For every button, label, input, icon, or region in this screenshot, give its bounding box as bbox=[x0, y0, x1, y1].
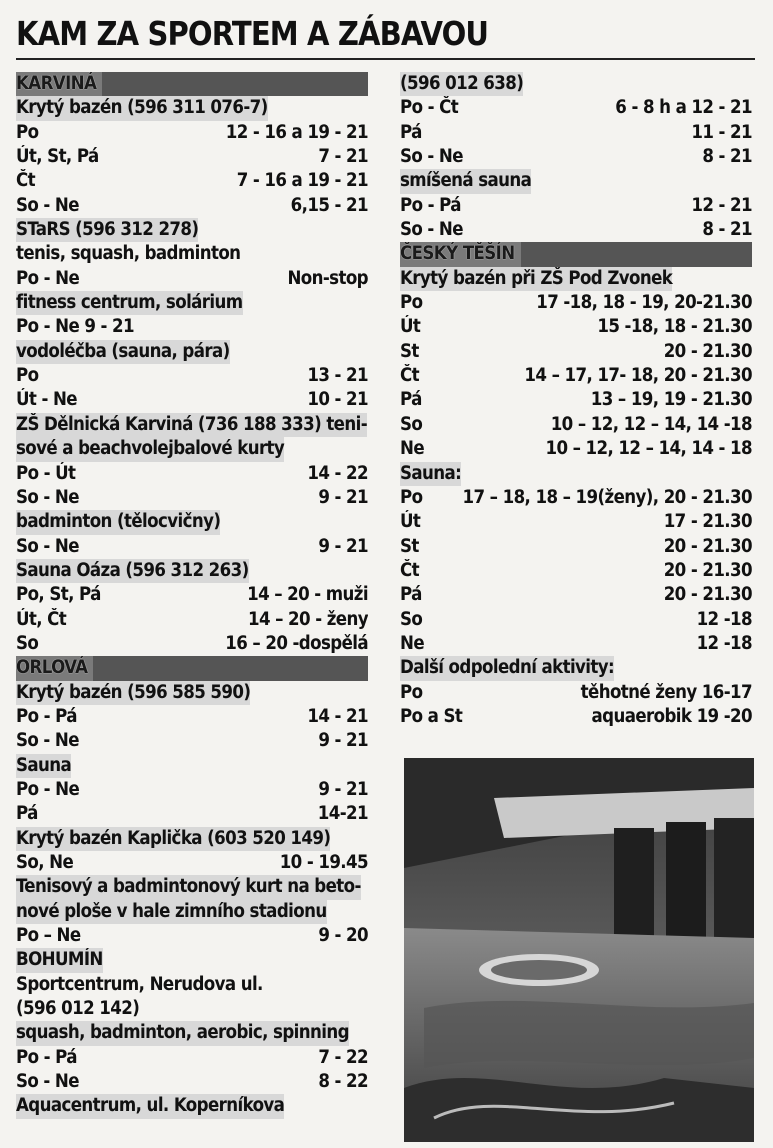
row-value: 9 - 21 bbox=[318, 778, 368, 800]
schedule-row bbox=[16, 681, 368, 705]
row-value: 14-21 bbox=[317, 803, 368, 825]
schedule-row bbox=[16, 754, 368, 778]
schedule-row bbox=[16, 1094, 368, 1118]
schedule-row bbox=[16, 997, 368, 1021]
row-value: 14 - 22 bbox=[307, 462, 368, 484]
schedule-row bbox=[16, 510, 368, 534]
schedule-row bbox=[16, 121, 368, 145]
row-value: 10 - 21 bbox=[307, 389, 368, 411]
schedule-row bbox=[16, 388, 368, 412]
schedule-row bbox=[400, 705, 752, 729]
schedule-row bbox=[16, 145, 368, 169]
schedule-row bbox=[16, 559, 368, 583]
row-value: 9 - 21 bbox=[318, 535, 368, 557]
schedule-row bbox=[16, 778, 368, 802]
schedule-row bbox=[16, 218, 368, 242]
schedule-row bbox=[400, 145, 752, 169]
row-label: Pá bbox=[16, 803, 38, 825]
indoor-pool-photo-icon bbox=[404, 758, 754, 1142]
schedule-row bbox=[400, 291, 752, 315]
pool-photo bbox=[404, 758, 754, 1142]
schedule-row bbox=[16, 486, 368, 510]
row-value: 12 -18 bbox=[696, 632, 752, 654]
row-value: 10 – 12, 12 – 14, 14 - 18 bbox=[545, 438, 752, 460]
row-label: Sauna bbox=[16, 754, 71, 778]
row-value: 12 - 16 a 19 - 21 bbox=[225, 121, 368, 143]
row-label: Sauna: bbox=[400, 462, 461, 486]
row-label: Čt bbox=[16, 170, 35, 192]
schedule-row bbox=[16, 608, 368, 632]
row-label: Krytý bazén Kaplička (603 520 149) bbox=[16, 827, 330, 851]
schedule-row bbox=[400, 194, 752, 218]
row-value: 16 – 20 -dospělá bbox=[225, 632, 368, 654]
schedule-row bbox=[16, 827, 368, 851]
schedule-row bbox=[16, 364, 368, 388]
row-label: Po bbox=[400, 486, 423, 508]
row-value: 12 - 21 bbox=[691, 194, 752, 216]
row-value: 20 - 21.30 bbox=[663, 535, 752, 557]
row-value: 20 - 21.30 bbox=[663, 340, 752, 362]
schedule-row bbox=[400, 510, 752, 534]
schedule-row bbox=[16, 1046, 368, 1070]
row-value: 6 - 8 h a 12 - 21 bbox=[615, 97, 752, 119]
row-label: Tenisový a badmintonový kurt na beto- bbox=[16, 875, 361, 899]
schedule-row bbox=[400, 656, 752, 680]
row-label: Aquacentrum, ul. Koperníkova bbox=[16, 1094, 284, 1118]
schedule-row bbox=[16, 1070, 368, 1094]
schedule-row bbox=[400, 559, 752, 583]
row-value: 20 - 21.30 bbox=[663, 584, 752, 606]
row-label: Po, St, Pá bbox=[16, 584, 101, 606]
row-label: Út, Čt bbox=[16, 608, 67, 630]
row-label: ORLOVÁ bbox=[16, 656, 93, 680]
schedule-row bbox=[16, 267, 368, 291]
row-label: Út - Ne bbox=[16, 389, 77, 411]
section-header bbox=[400, 242, 752, 266]
schedule-row bbox=[400, 535, 752, 559]
row-label: smíšená sauna bbox=[400, 169, 531, 193]
row-label: Po a St bbox=[400, 705, 463, 727]
row-label: So - Ne bbox=[400, 146, 463, 168]
row-label: Další odpolední aktivity: bbox=[400, 656, 614, 680]
row-label: Čt bbox=[400, 559, 419, 581]
row-value: těhotné ženy 16-17 bbox=[580, 681, 752, 703]
row-label: sové a beachvolejbalové kurty bbox=[16, 437, 284, 461]
row-label: Čt bbox=[400, 365, 419, 387]
row-value: 8 - 22 bbox=[318, 1071, 368, 1093]
row-label: Po bbox=[16, 365, 39, 387]
row-label: St bbox=[400, 535, 419, 557]
schedule-row bbox=[16, 169, 368, 193]
row-label: So - Ne bbox=[16, 1071, 79, 1093]
schedule-row bbox=[400, 462, 752, 486]
schedule-row bbox=[16, 462, 368, 486]
row-value: 9 - 21 bbox=[318, 730, 368, 752]
row-label: Sauna Oáza (596 312 263) bbox=[16, 559, 249, 583]
schedule-row bbox=[400, 96, 752, 120]
row-label: Ne bbox=[400, 438, 425, 460]
row-label: So bbox=[400, 608, 423, 630]
row-value: 7 - 16 a 19 - 21 bbox=[236, 170, 368, 192]
row-label: Po - Pá bbox=[400, 194, 461, 216]
row-label: Út, St, Pá bbox=[16, 146, 99, 168]
schedule-row bbox=[16, 802, 368, 826]
row-label: St bbox=[400, 340, 419, 362]
row-label: BOHUMÍN bbox=[16, 948, 103, 972]
row-label: nové ploše v hale zimního stadionu bbox=[16, 900, 327, 924]
schedule-row bbox=[16, 242, 368, 266]
title-rule bbox=[16, 58, 755, 60]
schedule-row bbox=[16, 851, 368, 875]
row-label: Po bbox=[400, 292, 423, 314]
row-value: 14 - 21 bbox=[307, 705, 368, 727]
row-value: 10 – 12, 12 – 14, 14 -18 bbox=[550, 413, 752, 435]
schedule-row bbox=[16, 413, 368, 437]
row-value: 17 – 18, 18 – 19(ženy), 20 - 21.30 bbox=[462, 486, 752, 508]
section-header bbox=[16, 72, 368, 96]
row-label: vodoléčba (sauna, pára) bbox=[16, 340, 230, 364]
row-label: So - Ne bbox=[16, 535, 79, 557]
row-label: Po - Pá bbox=[16, 1046, 77, 1068]
schedule-row bbox=[400, 608, 752, 632]
row-value: 9 - 20 bbox=[318, 925, 368, 947]
schedule-row bbox=[16, 96, 368, 120]
row-value: 14 – 20 - muži bbox=[247, 584, 368, 606]
page-title: KAM ZA SPORTEM A ZÁBAVOU bbox=[16, 14, 489, 53]
schedule-row bbox=[16, 340, 368, 364]
row-label: (596 012 638) bbox=[400, 72, 523, 96]
schedule-row bbox=[16, 729, 368, 753]
schedule-row bbox=[16, 900, 368, 924]
row-value: 13 - 21 bbox=[307, 365, 368, 387]
row-label: squash, badminton, aerobic, spinning bbox=[16, 1021, 349, 1045]
schedule-row bbox=[16, 291, 368, 315]
schedule-row bbox=[16, 1021, 368, 1045]
schedule-row bbox=[16, 948, 368, 972]
row-value: Non-stop bbox=[287, 267, 368, 289]
schedule-row bbox=[400, 121, 752, 145]
row-label: Krytý bazén (596 585 590) bbox=[16, 681, 250, 705]
row-label: Sportcentrum, Nerudova ul. bbox=[16, 973, 263, 995]
row-value: 8 - 21 bbox=[702, 146, 752, 168]
row-label: Ne bbox=[400, 632, 425, 654]
row-label: Út bbox=[400, 316, 421, 338]
row-value: 14 – 17, 17- 18, 20 - 21.30 bbox=[524, 365, 752, 387]
row-label: Po - Út bbox=[16, 462, 76, 484]
row-value: 12 -18 bbox=[696, 608, 752, 630]
schedule-row bbox=[400, 218, 752, 242]
row-label: Po - Ne bbox=[16, 778, 80, 800]
row-value: 6,15 - 21 bbox=[290, 194, 368, 216]
row-label: So - Ne bbox=[400, 219, 463, 241]
schedule-row bbox=[16, 924, 368, 948]
row-label: Pá bbox=[400, 389, 422, 411]
row-label: Po bbox=[400, 681, 423, 703]
schedule-row bbox=[400, 437, 752, 461]
schedule-row bbox=[16, 194, 368, 218]
row-label: So bbox=[16, 632, 39, 654]
row-label: Po bbox=[16, 121, 39, 143]
schedule-row bbox=[400, 72, 752, 96]
row-label: KARVINÁ bbox=[16, 72, 102, 96]
schedule-row bbox=[16, 437, 368, 461]
row-label: (596 012 142) bbox=[16, 998, 140, 1020]
row-label: Po - Ne bbox=[16, 267, 80, 289]
row-value: 8 - 21 bbox=[702, 219, 752, 241]
row-label: Pá bbox=[400, 121, 422, 143]
row-label: Po - Pá bbox=[16, 705, 77, 727]
row-label: fitness centrum, solárium bbox=[16, 291, 243, 315]
row-value: 7 - 21 bbox=[318, 146, 368, 168]
row-label: STaRS (596 312 278) bbox=[16, 218, 198, 242]
schedule-row bbox=[16, 315, 368, 339]
schedule-row bbox=[400, 340, 752, 364]
schedule-row bbox=[400, 583, 752, 607]
schedule-row bbox=[16, 632, 368, 656]
row-value: 11 - 21 bbox=[691, 121, 752, 143]
row-value: 20 - 21.30 bbox=[663, 559, 752, 581]
row-label: Po - Čt bbox=[400, 97, 459, 119]
row-label: ZŠ Dělnická Karviná (736 188 333) teni- bbox=[16, 413, 367, 437]
schedule-row bbox=[400, 681, 752, 705]
schedule-row bbox=[16, 875, 368, 899]
schedule-row bbox=[400, 486, 752, 510]
row-value: 13 – 19, 19 - 21.30 bbox=[590, 389, 752, 411]
schedule-row bbox=[400, 388, 752, 412]
row-label: tenis, squash, badminton bbox=[16, 243, 241, 265]
row-label: Po – Ne bbox=[16, 925, 81, 947]
schedule-row bbox=[400, 413, 752, 437]
schedule-row bbox=[400, 315, 752, 339]
row-value: 7 - 22 bbox=[318, 1046, 368, 1068]
schedule-row bbox=[16, 705, 368, 729]
row-label: Krytý bazén (596 311 076-7) bbox=[16, 96, 268, 120]
row-value: 17 -18, 18 - 19, 20-21.30 bbox=[536, 292, 752, 314]
row-value: 17 - 21.30 bbox=[663, 511, 752, 533]
row-label: Po - Ne 9 - 21 bbox=[16, 316, 134, 338]
schedule-row bbox=[400, 632, 752, 656]
schedule-row bbox=[400, 364, 752, 388]
row-label: So - Ne bbox=[16, 730, 79, 752]
schedule-row bbox=[16, 583, 368, 607]
row-value: 15 -18, 18 - 21.30 bbox=[597, 316, 752, 338]
row-label: So - Ne bbox=[16, 194, 79, 216]
section-header bbox=[16, 656, 368, 680]
schedule-row bbox=[400, 267, 752, 291]
row-label: So bbox=[400, 413, 423, 435]
row-label: Krytý bazén při ZŠ Pod Zvonek bbox=[400, 267, 672, 291]
schedule-row bbox=[400, 169, 752, 193]
schedule-row bbox=[16, 535, 368, 559]
row-label: So - Ne bbox=[16, 486, 79, 508]
right-column bbox=[400, 72, 752, 729]
row-value: 10 - 19.45 bbox=[279, 852, 368, 873]
schedule-row bbox=[16, 973, 368, 997]
row-value: 9 - 21 bbox=[318, 486, 368, 508]
row-label: badminton (tělocvičny) bbox=[16, 510, 220, 534]
row-label: So, Ne bbox=[16, 852, 74, 873]
row-value: 14 – 20 - ženy bbox=[248, 608, 368, 630]
row-value: aquaerobik 19 -20 bbox=[591, 705, 752, 727]
row-label: Pá bbox=[400, 584, 422, 606]
row-label: ČESKÝ TĚŠÍN bbox=[400, 242, 521, 266]
row-label: Út bbox=[400, 511, 421, 533]
left-column bbox=[16, 72, 368, 1119]
